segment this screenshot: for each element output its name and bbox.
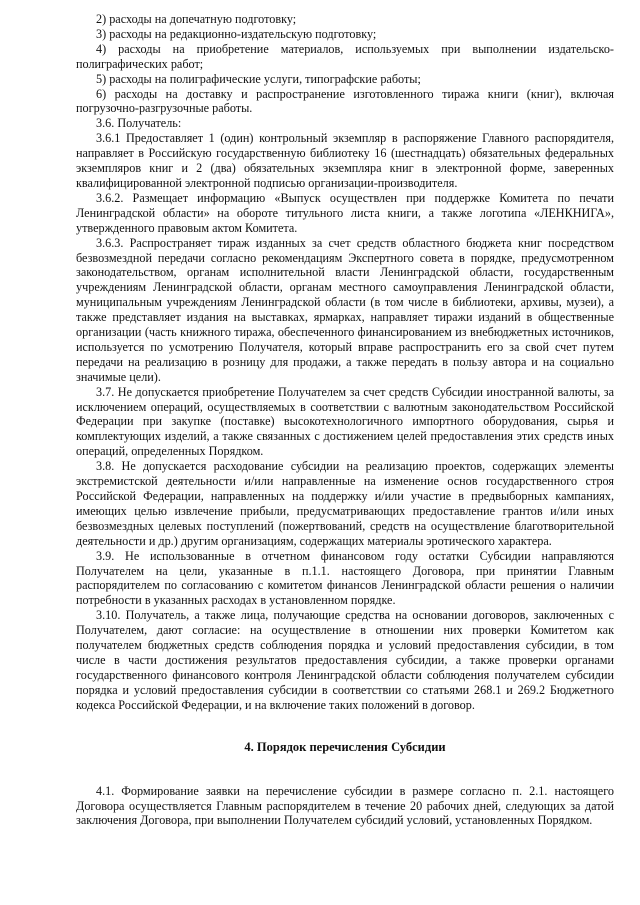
paragraphs-before bbox=[76, 12, 614, 713]
clause-3-8: 3.8. Не допускается расходование субсидии на реализацию проектов, содержащих элементы экстремистской деятельности и/или направленные на изменение основ государственного строя Российской Федерации, направленных на поддержку и/или участие в предвыборных кампаниях, имеющих целью извлечение прибыли, предусматривающих предоставление грантов и/или иных безвозмездных целевых поступлений (пожертвований, средств на осуществление благотворительной деятельности и др.) другим организациям, содержащих материалы эротического характера. bbox=[76, 459, 614, 548]
list-item-expenses-printing: 5) расходы на полиграфические услуги, типографские работы; bbox=[96, 71, 421, 86]
section-heading: 4. Порядок перечисления Субсидии bbox=[244, 739, 446, 754]
clause-3-6-2: 3.6.2. Размещает информацию «Выпуск осуществлен при поддержке Комитета по печати Ленинградской области» на обороте титульного листа книги, а также логотипа «ЛЕНКНИГА», утвержденного правовым актом Комитета. bbox=[76, 190, 614, 235]
list-item-expenses-delivery: 6) расходы на доставку и распространение изготовленного тиража книги (книг), включая погрузочно-разгрузочные работы. bbox=[76, 86, 614, 116]
clause-3-6: 3.6. Получатель: bbox=[96, 116, 182, 131]
clause-3-10: 3.10. Получатель, а также лица, получающие средства на основании договоров, заключенных с Получателем, дают согласие: на осуществление в отношении них проверки Комитетом как получателем бюджетных средств соблюдения порядка и условий предоставления субсидии, в том числе в части достижения результатов предоставления субсидии, а также проверки органами государственного финансового контроля Ленинградской области соблюдения получателем субсидии порядка и условий предоставления субсидии в соответствии со статьями 268.1 и 269.2 Бюджетного кодекса Российской Федерации, и на включение таких положений в договор. bbox=[76, 608, 614, 712]
clause-3-6-3: 3.6.3. Распространяет тираж изданных за счет средств областного бюджета книг посредством безвозмездной передачи согласно рекомендациям Экспертного совета в порядке, предусмотренном законодательством, органам исполнительной власти Ленинградской области, государственным учреждениям Ленинградской области, органам местного самоуправления Ленинградской области, муниципальным учреждениям Ленинградской области (в том числе в библиотеки, архивы, музеи), а также представляет издания на выставках, ярмарках, направляет тиражи изданий в общественные организации (часть книжного тиража, обеспеченного финансированием из внебюджетных источников, используется по усмотрению Получателя, который вправе распространить его за свой счет путем передачи на реализацию в розницу для продажи, а также передать в пользу автора и на социально значимые цели). bbox=[76, 235, 614, 384]
clause-4-1: 4.1. Формирование заявки на перечисление субсидии в размере согласно п. 2.1. настоящего Договора осуществляется Главным распорядителем в течение 20 рабочих дней, следующих за датой заключения Договора, при выполнении Получателем субсидий условий, установленных Порядком. bbox=[76, 783, 614, 828]
list-item-expenses-editorial: 3) расходы на редакционно-издательскую подготовку; bbox=[96, 26, 377, 41]
clause-3-7: 3.7. Не допускается приобретение Получателем за счет средств Субсидии иностранной валюты, за исключением операций, осуществляемых в соответствии с валютным законодательством Российской Федерации при закупке (поставке) высокотехнологичного импортного оборудования, сырья и комплектующих изделий, а также связанных с достижением целей предоставления этих средств иных операций, определенных Порядком. bbox=[76, 384, 614, 459]
paragraphs-after bbox=[76, 784, 614, 829]
clause-3-6-1: 3.6.1 Предоставляет 1 (один) контрольный экземпляр в распоряжение Главного распорядителя, направляет в Российскую государственную библиотеку 16 (шестнадцать) обязательных федеральных экземпляров книг и 2 (два) обязательных экземпляра книг в электронной форме, заверенных квалифицированной электронной подписью организации-производителя. bbox=[76, 131, 614, 190]
clause-3-9: 3.9. Не использованные в отчетном финансовом году остатки Субсидии направляются Получателем на цели, указанные в п.1.1. настоящего Договора, при принятии Главным распорядителем по согласованию с комитетом финансов Ленинградской области решения о наличии потребности в указанных расходах в установленном порядке. bbox=[76, 548, 614, 608]
list-item-expenses-prepress: 2) расходы на допечатную подготовку; bbox=[96, 12, 297, 26]
list-item-expenses-materials: 4) расходы на приобретение материалов, используемых при выполнении издательско-полиграфических работ; bbox=[76, 41, 614, 71]
